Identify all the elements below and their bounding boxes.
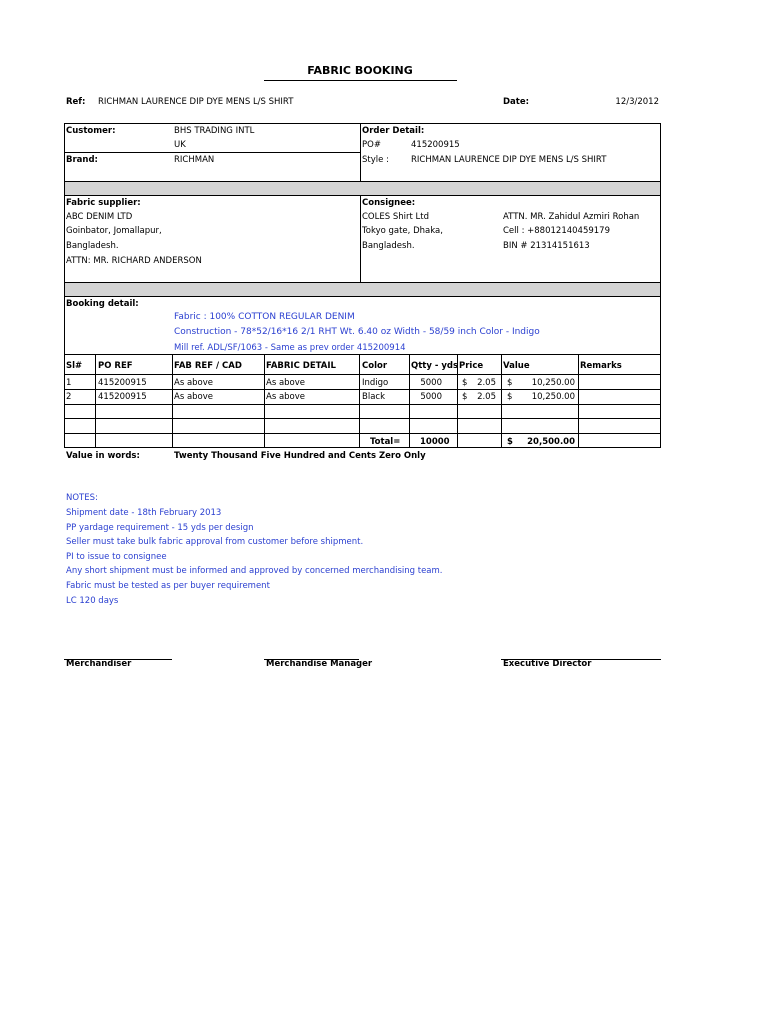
row1-value-currency: $ [507, 378, 513, 388]
row2-po: 415200915 [98, 392, 147, 402]
row2-price-currency: $ [462, 392, 468, 402]
col-header-remarks: Remarks [580, 361, 622, 371]
table-line [64, 389, 661, 390]
col-header-fabric-detail: FABRIC DETAIL [266, 361, 336, 371]
col-header-qty: Qtty - yds [411, 361, 459, 371]
row2-value: 10,250.00 [531, 392, 575, 402]
supplier-address-2: Bangladesh. [66, 241, 119, 251]
table-col-line [578, 354, 579, 448]
consignee-address-2: Bangladesh. [362, 241, 415, 251]
po-value: 415200915 [411, 140, 460, 150]
ref-value: RICHMAN LAURENCE DIP DYE MENS L/S SHIRT [98, 97, 294, 107]
total-label: Total= [370, 437, 401, 447]
col-header-fab-ref: FAB REF / CAD [174, 361, 242, 371]
supplier-consignee-divider [360, 195, 361, 283]
consignee-cell: Cell : +88012140459179 [503, 226, 610, 236]
note-item: Shipment date - 18th February 2013 [66, 508, 222, 518]
table-line [64, 404, 661, 405]
row2-qty: 5000 [420, 392, 442, 402]
row1-price: 2.05 [477, 378, 496, 388]
consignee-address-1: Tokyo gate, Dhaka, [362, 226, 443, 236]
note-item: Fabric must be tested as per buyer requirement [66, 581, 270, 591]
supplier-address-1: Goinbator, Jomallapur, [66, 226, 162, 236]
row2-sl: 2 [66, 392, 72, 402]
booking-detail-label: Booking detail: [66, 299, 139, 309]
page-title: FABRIC BOOKING [307, 64, 413, 77]
total-qty: 10000 [420, 437, 450, 447]
notes-heading: NOTES: [66, 493, 98, 503]
supplier-name: ABC DENIM LTD [66, 212, 133, 222]
mill-reference: Mill ref. ADL/SF/1063 - Same as prev order 415200914 [174, 343, 406, 353]
consignee-bin: BIN # 21314151613 [503, 241, 590, 251]
title-underline [264, 80, 457, 81]
table-line [64, 374, 661, 375]
separator-band [64, 182, 661, 195]
note-item: Any short shipment must be informed and approved by concerned merchandising team. [66, 566, 443, 576]
order-detail-label: Order Detail: [362, 126, 425, 136]
col-header-price: Price [459, 361, 484, 371]
table-line [64, 418, 661, 419]
row1-sl: 1 [66, 378, 72, 388]
row2-color: Black [362, 392, 385, 402]
total-value-currency: $ [507, 437, 513, 447]
note-item: PI to issue to consignee [66, 552, 167, 562]
consignee-attn: ATTN. MR. Zahidul Azmiri Rohan [503, 212, 640, 222]
row1-color: Indigo [362, 378, 389, 388]
consignee-name: COLES Shirt Ltd [362, 212, 429, 222]
supplier-consignee-box [64, 195, 661, 283]
consignee-label: Consignee: [362, 198, 416, 208]
date-value: 12/3/2012 [615, 97, 659, 107]
fabric-description: Fabric : 100% COTTON REGULAR DENIM [174, 312, 355, 322]
row1-value: 10,250.00 [531, 378, 575, 388]
row1-fabric-detail: As above [266, 378, 306, 388]
style-value: RICHMAN LAURENCE DIP DYE MENS L/S SHIRT [411, 155, 607, 165]
signature-merchandise-manager: Merchandise Manager [266, 659, 373, 669]
customer-name: BHS TRADING INTL [174, 126, 255, 136]
col-header-value: Value [503, 361, 530, 371]
value-in-words: Twenty Thousand Five Hundred and Cents Zero Only [174, 451, 426, 461]
row1-fab-ref: As above [174, 378, 214, 388]
supplier-attn: ATTN: MR. RICHARD ANDERSON [66, 256, 202, 266]
table-col-line [501, 354, 502, 448]
customer-label: Customer: [66, 126, 116, 136]
table-col-line [172, 354, 173, 448]
signature-executive-director: Executive Director [503, 659, 592, 669]
note-item: PP yardage requirement - 15 yds per design [66, 523, 254, 533]
table-col-line [359, 354, 360, 448]
date-label: Date: [503, 97, 530, 107]
value-in-words-label: Value in words: [66, 451, 140, 461]
po-label: PO# [362, 140, 381, 150]
signature-merchandiser: Merchandiser [66, 659, 132, 669]
note-item: Seller must take bulk fabric approval from customer before shipment. [66, 537, 364, 547]
brand-label: Brand: [66, 155, 98, 165]
col-header-sl: Sl# [66, 361, 83, 371]
customer-brand-divider [64, 152, 361, 153]
row2-fab-ref: As above [174, 392, 214, 402]
separator-band-2 [64, 283, 661, 296]
row1-po: 415200915 [98, 378, 147, 388]
fabric-construction: Construction - 78*52/16*16 2/1 RHT Wt. 6.40 oz Width - 58/59 inch Color - Indigo [174, 327, 540, 337]
row2-price: 2.05 [477, 392, 496, 402]
row2-value-currency: $ [507, 392, 513, 402]
col-header-color: Color [362, 361, 388, 371]
style-label: Style : [362, 155, 389, 165]
supplier-label: Fabric supplier: [66, 198, 141, 208]
ref-label: Ref: [66, 97, 86, 107]
table-col-line [95, 354, 96, 448]
customer-country: UK [174, 140, 186, 150]
row1-qty: 5000 [420, 378, 442, 388]
table-col-line [264, 354, 265, 448]
note-item: LC 120 days [66, 596, 119, 606]
col-header-po-ref: PO REF [98, 361, 133, 371]
total-value: 20,500.00 [527, 437, 575, 447]
row1-price-currency: $ [462, 378, 468, 388]
table-line [64, 433, 661, 434]
brand-value: RICHMAN [174, 155, 215, 165]
row2-fabric-detail: As above [266, 392, 306, 402]
